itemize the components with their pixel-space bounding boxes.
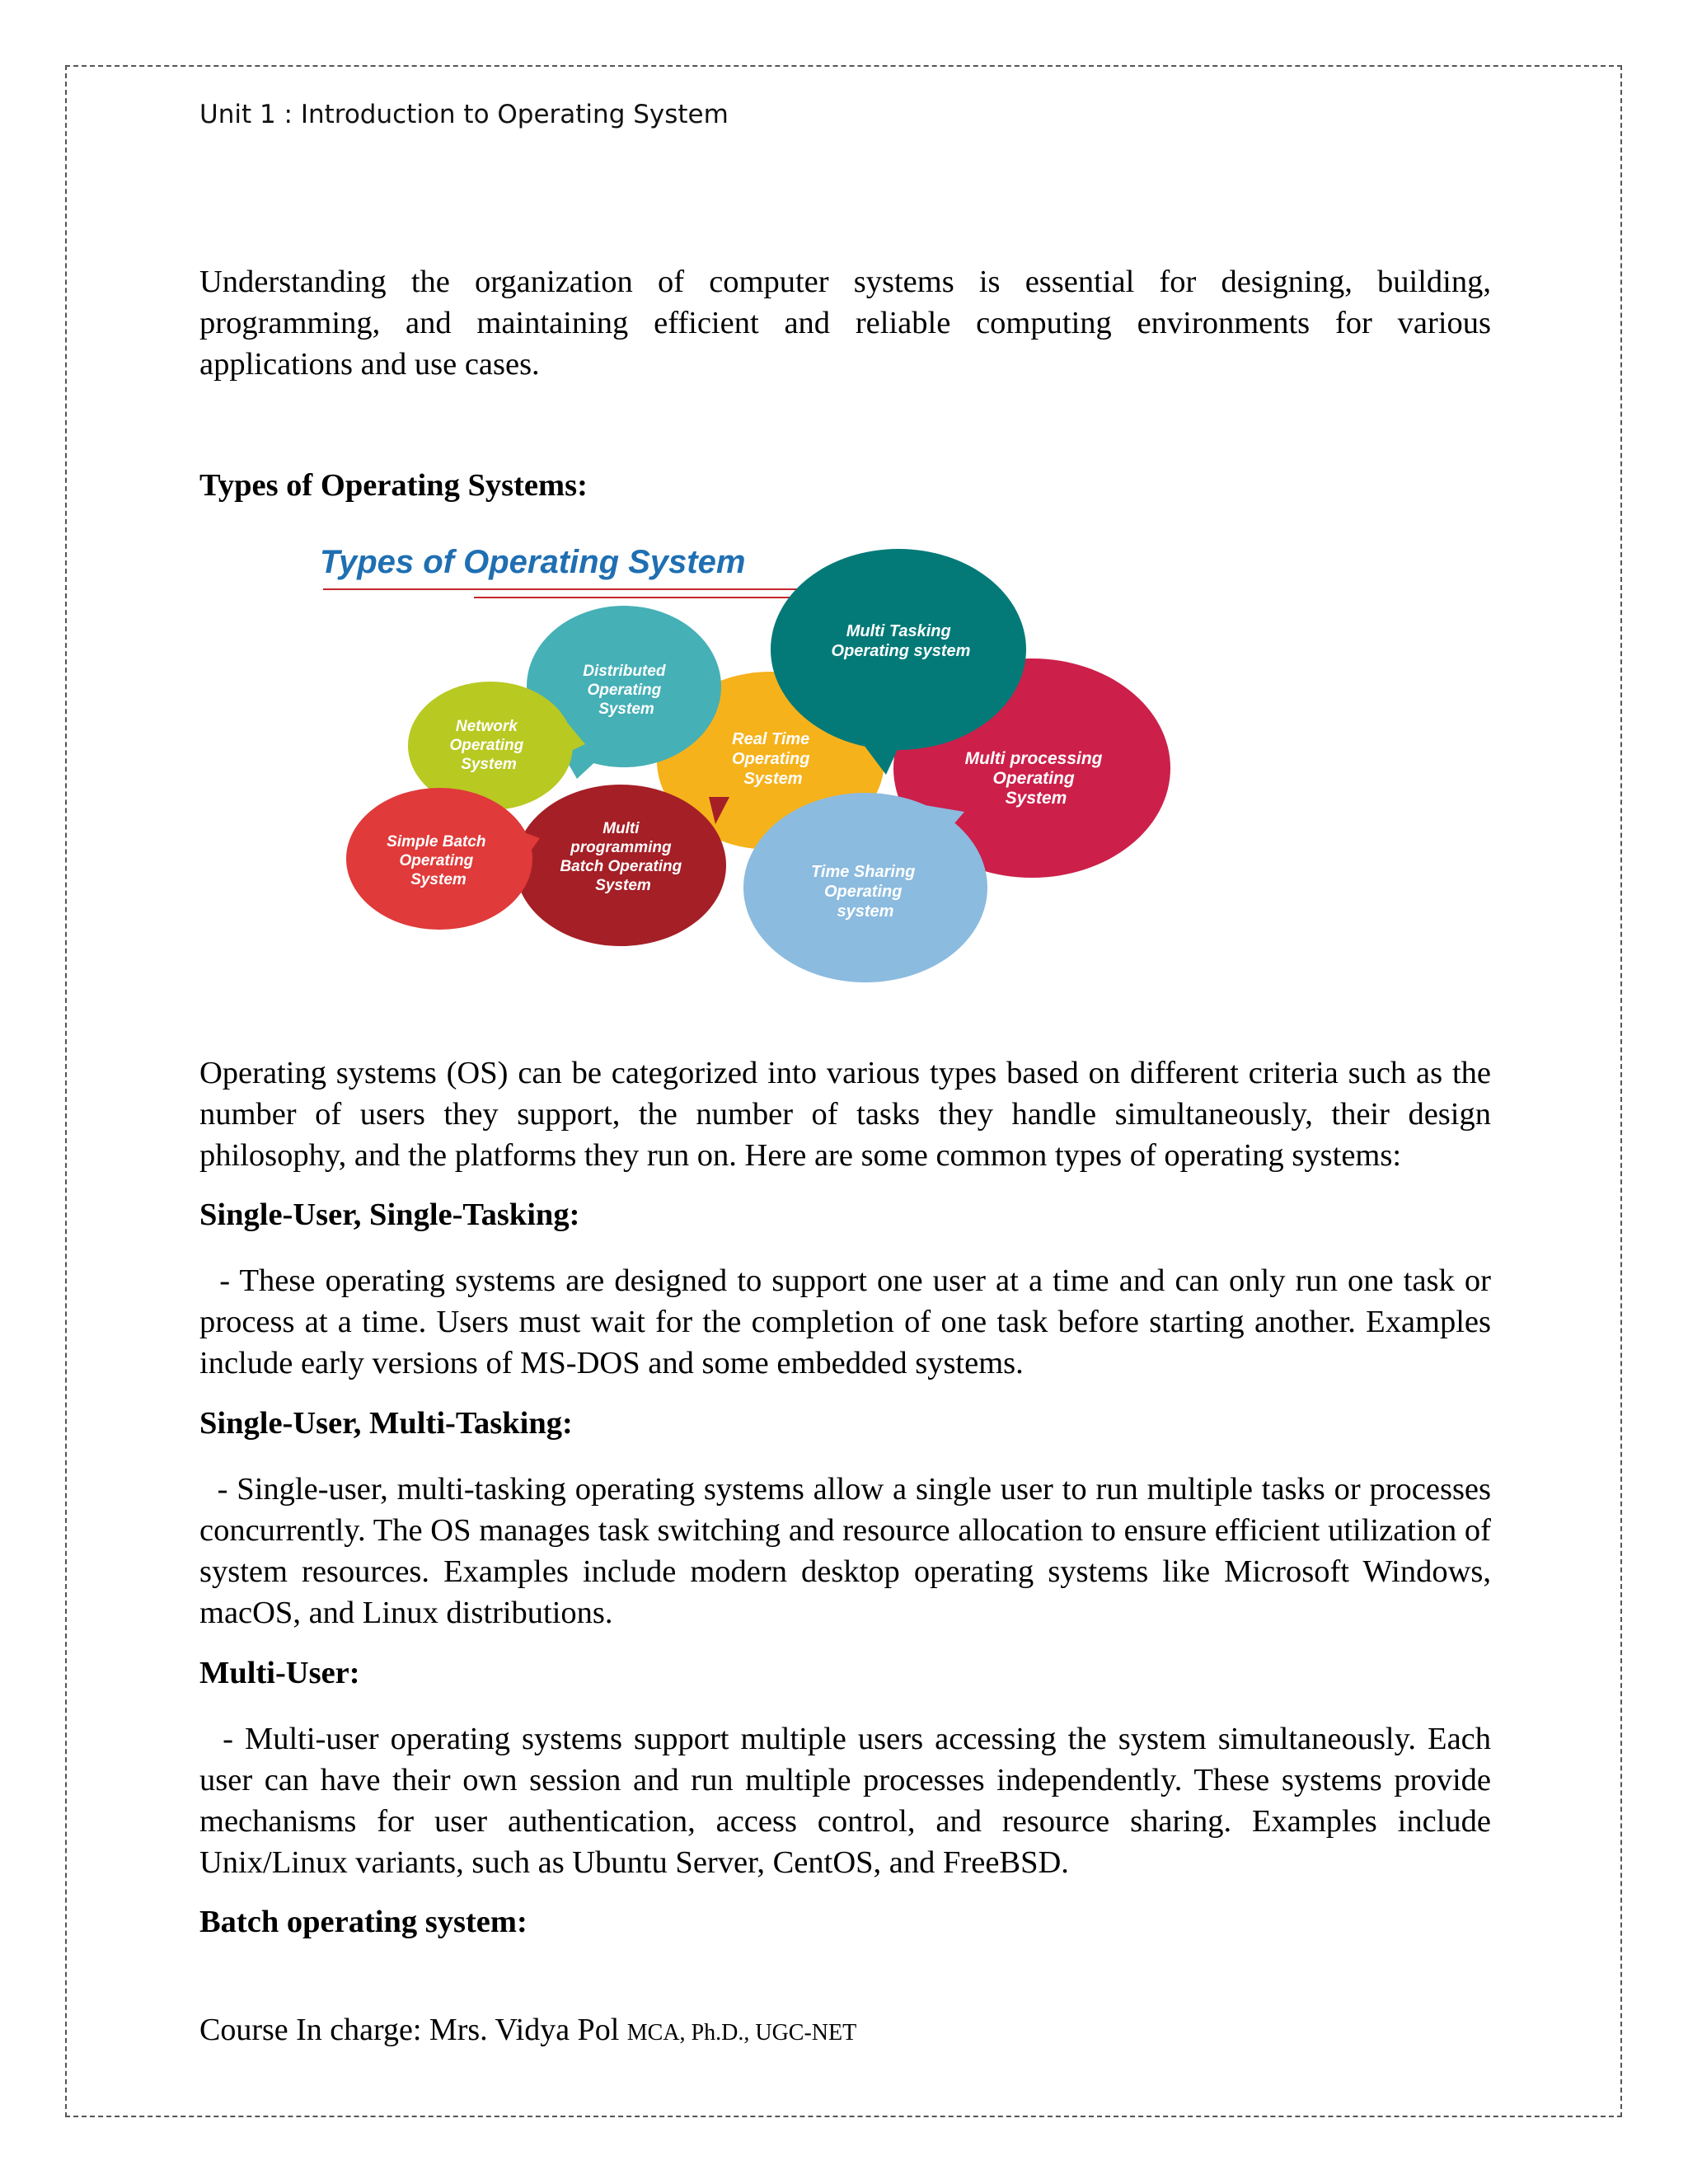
paragraph-single-user-single-tasking: - These operating systems are designed to support one user at a time and can only run one task or process at a time. Users must wait for the completion of one task before starting another. Examples include early versions of MS-DOS and some embedded systems.	[199, 1263, 1491, 1380]
svg-text:Distributed Operating: Distributed Operating System	[583, 663, 666, 718]
svg-text:Simple Batch Operating: Simple Batch Operating System	[387, 833, 486, 888]
paragraph-single-user-multi-tasking: - Single-user, multi-tasking operating systems allow a single user to run multiple tasks or processes concurrently. The OS manages task switching and resource allocation to ensure efficient utilization of system resources. Examples include modern desktop operating systems like Microsoft Windows, macOS, and Linux distributions.	[199, 1472, 1492, 1630]
intro-paragraph: Understanding the organization of computer systems is essential for designing, building, programming, and maintaining efficient and reliable computing environments for various applications and use cases.	[199, 265, 1491, 382]
page-header: Unit 1 : Introduction to Operating System	[199, 100, 729, 129]
svg-text:Multi processing Operati: Multi processing Operating System	[964, 749, 1103, 808]
heading-single-user-multi-tasking: Single-User, Multi-Tasking:	[199, 1406, 573, 1441]
heading-multi-user: Multi-User:	[199, 1656, 360, 1690]
svg-text:Time Sharing Operating: Time Sharing Operating system	[811, 863, 916, 921]
svg-text:Multi Tasking Operating: Multi Tasking Operating system	[831, 622, 971, 660]
diagram-title: Types of Operating System	[320, 544, 746, 580]
svg-text:Multi programming: Multi programming Batch Operating System	[560, 820, 682, 894]
types-heading: Types of Operating Systems:	[199, 468, 588, 503]
heading-batch-os: Batch operating system:	[199, 1905, 528, 1939]
bubble-time-sharing	[743, 793, 987, 982]
svg-text:Real Time Operating: Real Time Operating System	[731, 730, 810, 788]
os-types-diagram	[313, 540, 1179, 985]
footer-credentials: MCA, Ph.D., UGC-NET	[626, 2020, 857, 2046]
page-footer	[199, 2012, 856, 2048]
bubble-simple-batch	[346, 788, 540, 930]
heading-single-user-single-tasking: Single-User, Single-Tasking:	[199, 1197, 580, 1232]
paragraph-multi-user: - Multi-user operating systems support multiple users accessing the system simultaneously. Each user can have their own session and run multiple processes independently. These systems provide mechanisms for user authentication, access control, and resource sharing. Examples include Unix/Linux variants, such as Ubuntu Server, CentOS, and FreeBSD.	[199, 1722, 1491, 1880]
footer-label: Course In charge: Mrs. Vidya Pol	[199, 2013, 620, 2047]
os-overview-paragraph: Operating systems (OS) can be categorized into various types based on different criteria such as the number of users they support, the number of tasks they handle simultaneously, their design philosophy, and the platforms they run on. Here are some common types of operating systems:	[199, 1056, 1491, 1173]
svg-text:Network Operating: Network Operating System	[449, 718, 524, 773]
